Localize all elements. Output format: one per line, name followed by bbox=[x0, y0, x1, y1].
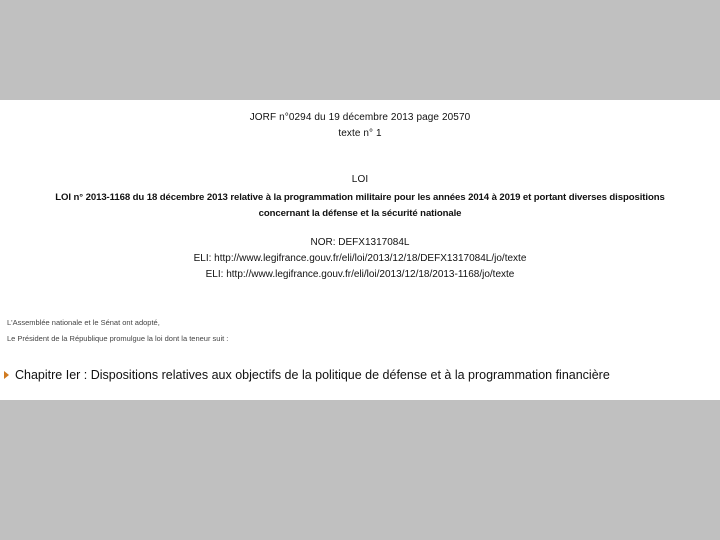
chapter-1-link[interactable] bbox=[4, 368, 610, 382]
law-title-line-2: concernant la défense et la sécurité nationale bbox=[258, 208, 462, 219]
jorf-reference: JORF n°0294 du 19 décembre 2013 page 20570 bbox=[249, 112, 471, 123]
preamble-line-1: L'Assemblée nationale et le Sénat ont adopté, bbox=[7, 318, 160, 327]
law-title-line-1: LOI n° 2013-1168 du 18 décembre 2013 relative à la programmation militaire pour les années 2014 à 2019 et portant diverses dispositions bbox=[55, 192, 665, 203]
chapter-1-label: Chapitre Ier : Dispositions relatives aux objectifs de la politique de défense et à la programmation financière bbox=[15, 368, 610, 382]
eli-link-2[interactable]: ELI: http://www.legifrance.gouv.fr/eli/loi/2013/12/18/2013-1168/jo/texte bbox=[205, 269, 515, 280]
preamble-line-2: Le Président de la République promulgue la loi dont la teneur suit : bbox=[7, 334, 229, 343]
document-page bbox=[0, 100, 720, 400]
text-number: texte n° 1 bbox=[338, 128, 382, 139]
expand-triangle-icon bbox=[4, 371, 9, 379]
law-type: LOI bbox=[351, 174, 369, 185]
eli-link-1[interactable]: ELI: http://www.legifrance.gouv.fr/eli/loi/2013/12/18/DEFX1317084L/jo/texte bbox=[193, 253, 527, 264]
nor-reference: NOR: DEFX1317084L bbox=[310, 237, 410, 248]
